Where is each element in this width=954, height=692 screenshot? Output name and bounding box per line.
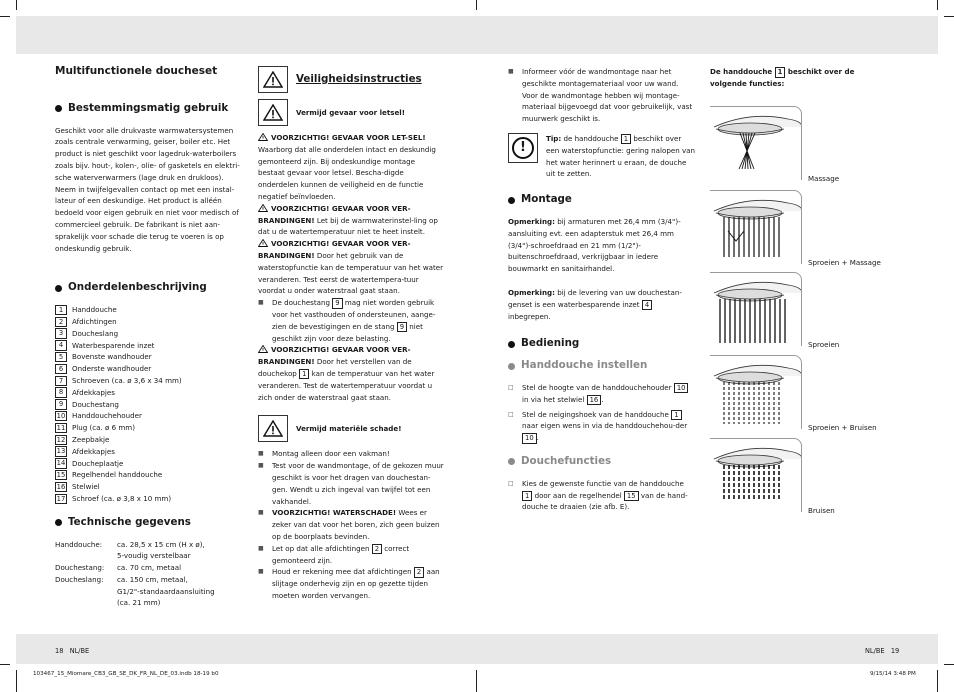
mounting-note-2: Opmerking: bij de levering van uw douchestan-genset is een waterbesparende inzet 4 inbegrepen.	[508, 287, 682, 321]
spray-icon	[710, 272, 802, 346]
tip-text: Tip: de handdouche 1 beschikt over een waterstopfunctie: gering nalopen van het water herinnert u eraan, de douche uit te zetten.	[546, 133, 695, 179]
part-label: Schroeven (ca. ø 3,6 x 34 mm)	[72, 375, 182, 385]
safety-item	[258, 238, 444, 297]
print-file-info: 103467_15_Miomare_CB3_GB_SE_DK_FR_NL_DE_03.indb 18-19 b0	[33, 671, 219, 677]
column-1	[55, 66, 245, 609]
part-item	[55, 493, 245, 505]
ref-number-box: 17	[56, 494, 66, 503]
part-label: Handdouchehouder	[72, 411, 142, 421]
warning-label: VOORZICHTIG! WATERSCHADE!	[272, 508, 397, 518]
part-item	[55, 340, 245, 352]
list-text: Let op dat alle afdichtingen 2 correct gemonteerd zijn.	[272, 543, 410, 565]
danger-heading: Vermijd gevaar voor letsel!	[296, 107, 405, 117]
part-label: Plug (ca. ø 6 mm)	[72, 423, 135, 433]
material-heading: Vermijd materiële schade!	[296, 423, 402, 433]
list-text: Montag alleen door een vakman!	[272, 449, 390, 459]
warning-text: Door het gebruik van de waterstopfunctie kan de temperatuur van het water veranderen. Test eerst de watertempera-tuur voordat u onder waterstraal gaat staan.	[258, 250, 444, 296]
warning-label: VOORZICHTIG! GEVAAR VOOR LET-SEL!	[271, 133, 426, 142]
bullet-square-icon: ■	[258, 462, 264, 470]
step-square-icon: □	[508, 410, 514, 418]
part-label: Douchestang	[72, 399, 119, 409]
ref-number-box: 15	[624, 491, 639, 502]
part-label: Zeepbakje	[72, 434, 110, 444]
ref-number-box: 9	[55, 399, 67, 410]
danger-header	[258, 99, 444, 126]
part-label: Handdouche	[72, 305, 117, 315]
safety-header	[258, 66, 444, 93]
specs-heading: Technische gegevens	[55, 517, 245, 529]
intended-use-heading: Bestemmingsmatig gebruik	[55, 103, 245, 115]
step-text: Stel de hoogte van de handdouchehouder 10 in via het stelwiel 16 .	[522, 382, 696, 406]
bullet-dot-icon	[55, 285, 62, 292]
footer-band	[16, 634, 938, 664]
parts-heading: Onderdelenbeschrijving	[55, 282, 245, 294]
spec-line: ca. 70 cm, metaal	[117, 563, 182, 573]
foam-icon	[710, 438, 802, 512]
step-item	[508, 409, 696, 444]
ref-number-box: 10	[56, 411, 66, 420]
part-item	[55, 399, 245, 411]
massage-spray-icon	[710, 106, 802, 180]
bullet-dot-icon	[55, 519, 62, 526]
steps-list-1	[508, 382, 696, 444]
safety-list	[258, 132, 444, 403]
shower-functions-heading: Douchefuncties	[508, 456, 696, 468]
ref-number-box: 9	[332, 298, 342, 309]
column-3	[508, 66, 696, 516]
ref-number-box: 4	[55, 340, 67, 351]
spec-line: G1/2"-standaardaansluiting	[117, 586, 215, 596]
list-item	[258, 543, 444, 567]
list-item	[258, 460, 444, 507]
spec-label: Douchestang:	[55, 563, 105, 573]
warning-label: VOORZICHTIG! GEVAAR VOOR VER-BRANDINGEN!	[258, 239, 411, 260]
operation-heading: Bediening	[508, 338, 696, 350]
spec-value	[117, 539, 205, 563]
bullet-square-icon: ■	[258, 509, 264, 517]
list-item	[258, 566, 444, 601]
spec-row	[55, 574, 245, 609]
function-label: Sproeien	[808, 340, 840, 349]
bullet-square-icon: ■	[258, 450, 264, 458]
spec-value	[117, 562, 181, 574]
material-header	[258, 415, 444, 442]
warning-label: VOORZICHTIG! GEVAAR VOOR VER-BRANDINGEN!	[258, 203, 411, 225]
spec-line: (ca. 21 mm)	[117, 598, 161, 608]
part-item	[55, 387, 245, 399]
safety-item	[258, 344, 444, 403]
warning-label: VOORZICHTIG! GEVAAR VOOR VER-BRANDINGEN!	[258, 345, 411, 367]
safety-item	[258, 203, 444, 238]
warning-triangle-icon	[258, 345, 271, 354]
ref-number-box: 13	[56, 447, 66, 456]
step-item	[508, 478, 696, 513]
bullet-dot-icon	[508, 458, 515, 465]
page-title: Multifunctionele doucheset	[55, 65, 218, 77]
ref-number-box: 8	[55, 387, 67, 398]
part-item	[55, 304, 245, 316]
warning-text: kan de temperatuur van het water veranderen. Test de watertemperatuur voordat u zich onder de waterstraal gaat staan.	[258, 368, 435, 402]
part-item	[55, 375, 245, 387]
print-date-info: 9/15/14 3:48 PM	[870, 671, 916, 677]
bullet-dot-icon	[55, 105, 62, 112]
ref-number-box: 1	[671, 410, 681, 421]
part-item	[55, 446, 245, 458]
ref-number-box: 16	[56, 482, 66, 491]
warning-text: Let bij de warmwaterinstel-ling op dat u de watertemperatuur niet te heet instelt.	[258, 215, 438, 237]
ref-number-box: 2	[372, 544, 382, 555]
function-label: Massage	[808, 174, 840, 183]
safety-item	[258, 132, 444, 203]
part-item	[55, 351, 245, 363]
part-item	[55, 363, 245, 375]
warning-triangle-icon	[258, 204, 271, 213]
warning-triangle-icon	[258, 99, 288, 126]
ref-number-box: 1	[299, 369, 309, 380]
ref-number-box: 3	[55, 328, 67, 339]
part-item	[55, 410, 245, 422]
ref-number-box: 14	[56, 459, 66, 468]
part-label: Afdekkapjes	[72, 387, 115, 397]
warning-text: Door het verstellen van de douchekop	[258, 357, 412, 378]
part-item	[55, 328, 245, 340]
list-item: ■ Informeer vóór de wandmontage naar het geschikte montagemateriaal voor uw wand. Voor de wandmontage hebben wij montage-materiaal bijgevoegd dat voor gebruikelijk, vast muurwerk geschikt is.	[508, 67, 693, 124]
spec-row	[55, 562, 245, 574]
header-band	[16, 16, 938, 54]
spec-label: Doucheslang:	[55, 574, 104, 584]
list-item	[258, 297, 444, 344]
ref-number-box: 15	[56, 470, 66, 479]
part-label: Onderste wandhouder	[72, 364, 152, 374]
spray-massage-icon	[710, 190, 802, 264]
handshower-setting-heading: Handdouche instellen	[508, 360, 696, 372]
ref-number-box: 1	[522, 491, 532, 502]
part-item	[55, 422, 245, 434]
spec-line: ca. 28,5 x 15 cm (H x ø),	[117, 539, 205, 549]
spec-line: 5-voudig verstelbaar	[117, 551, 191, 561]
bullet-dot-icon	[508, 363, 515, 370]
part-label: Regelhendel handdouche	[72, 470, 163, 480]
column-2	[258, 66, 444, 602]
part-label: Schroef (ca. ø 3,8 x 10 mm)	[72, 493, 172, 503]
warning-triangle-icon	[258, 66, 288, 93]
ref-number-box: 11	[56, 423, 66, 432]
bullet-square-icon: ■	[258, 568, 264, 576]
safety-heading: Veiligheidsinstructies	[296, 72, 422, 85]
ref-number-box: 2	[414, 567, 424, 578]
spray-foam-icon	[710, 355, 802, 429]
material-list	[258, 448, 444, 601]
part-item	[55, 434, 245, 446]
bullet-dot-icon	[508, 341, 515, 348]
ref-number-box: 6	[55, 364, 67, 375]
part-label: Doucheplaatje	[72, 458, 124, 468]
part-label: Stelwiel	[72, 482, 100, 492]
part-label: Afdekkapjes	[72, 446, 115, 456]
ref-number-box: 10	[674, 383, 689, 394]
exclamation-icon: !	[508, 133, 538, 163]
mounting-heading: Montage	[508, 194, 696, 206]
list-item	[258, 507, 444, 542]
part-label: Bovenste wandhouder	[72, 352, 152, 362]
spec-value	[117, 574, 215, 609]
warning-triangle-icon	[258, 239, 271, 248]
bullet-square-icon: ■	[258, 299, 264, 307]
spec-line: ca. 150 cm, metaal,	[117, 574, 188, 584]
tip-box	[508, 133, 696, 180]
steps-list-2	[508, 478, 696, 513]
spec-label: Handdouche:	[55, 539, 103, 549]
mounting-note-1: Opmerking: bij armaturen met 26,4 mm (3/4")-aansluiting evt. een adapterstuk met 26,4 mm (3/4")-schroefdraad en 21 mm (1/2")-buitenschroefdraad, verkrijgbaar in iedere bouwmarkt en sanitairhandel.	[508, 216, 681, 274]
footer-right: NL/BE 19	[865, 647, 900, 655]
part-label: Waterbesparende inzet	[72, 340, 155, 350]
bullet-dot-icon	[508, 197, 515, 204]
specs-table	[55, 539, 245, 610]
list-item	[258, 448, 444, 460]
part-item	[55, 469, 245, 481]
ref-number-box: 16	[587, 395, 602, 406]
step-item	[508, 382, 696, 406]
footer-left: 18 NL/BE	[55, 647, 90, 655]
part-label: Afdichtingen	[72, 316, 117, 326]
ref-number-box: 5	[55, 352, 67, 363]
intended-use-text: Geschikt voor alle drukvaste warmwatersystemen zoals centrale verwarming, geiser, boiler etc. Het product is niet geschikt voor lagedruk-waterboilers zoals bijv. hout-, kolen-, olie- of gasketels en elektri-sche waterverwarmers (lage druk en drukloos). Neem in twijfelgevallen contact op met een instal-lateur of een deskundige. Het product is alléén bedoeld voor eigen gebruik en niet voor medisch of commercieel gebruik. De fabrikant is niet aan-sprakelijk voor schade die terug te voeren is op ondeskundig gebruik.	[55, 125, 240, 253]
function-label: Sproeien + Bruisen	[808, 423, 877, 432]
list-text: VOORZICHTIG! WATERSCHADE! Wees er zeker van dat voor het boren, zich geen buizen op de boorplaats bevinden.	[272, 508, 440, 541]
ref-number-box: 9	[397, 322, 407, 333]
list-text: Houd er rekening mee dat afdichtingen 2 aan slijtage onderhevig zijn en op gezette tijden moeten worden vervangen.	[272, 567, 440, 600]
step-square-icon: □	[508, 383, 514, 391]
functions-heading: De handdouche 1 beschikt over de volgende functies:	[710, 67, 855, 88]
function-label: Sproeien + Massage	[808, 258, 881, 267]
function-label: Bruisen	[808, 506, 835, 515]
spec-row	[55, 539, 245, 563]
ref-number-box: 2	[55, 317, 67, 328]
list-text: Test voor de wandmontage, of de gekozen muur geschikt is voor het dragen van douchestan-gen. Wendt u zich ingeval van twijfel tot een vakhandel.	[272, 461, 444, 506]
part-item	[55, 316, 245, 328]
part-item	[55, 458, 245, 470]
step-text: Kies de gewenste functie van de handdouche 1 door aan de regelhendel 15 van de hand-douche te draaien (zie afb. E).	[522, 478, 688, 512]
bullet-square-icon: ■	[258, 544, 264, 552]
warning-triangle-icon	[258, 133, 271, 142]
list-text: De douchestang 9 mag niet worden gebruik voor het vasthouden of ondersteunen, aange-zien de bevestigingen en de stang 9 niet geschikt zijn voor deze belasting.	[272, 298, 436, 343]
step-square-icon: □	[508, 479, 514, 487]
ref-number-box: 12	[56, 435, 66, 444]
step-text: Stel de neigingshoek van de handdouche 1 naar eigen wens in via de handdouchehou-der 10 .	[522, 409, 688, 443]
ref-number-box: 1	[55, 305, 67, 316]
parts-list	[55, 304, 245, 505]
warning-triangle-icon	[258, 415, 288, 442]
part-item	[55, 481, 245, 493]
part-label: Doucheslang	[72, 328, 119, 338]
ref-number-box: 10	[522, 433, 537, 444]
warning-text: Waarborg dat alle onderdelen intact en deskundig gemonteerd zijn. Bij ondeskundige montage bestaat gevaar voor letsel. Bescha-digde onderdelen kunnen de veiligheid en de functie negatief beïnvloeden.	[258, 144, 436, 201]
ref-number-box: 7	[55, 376, 67, 387]
